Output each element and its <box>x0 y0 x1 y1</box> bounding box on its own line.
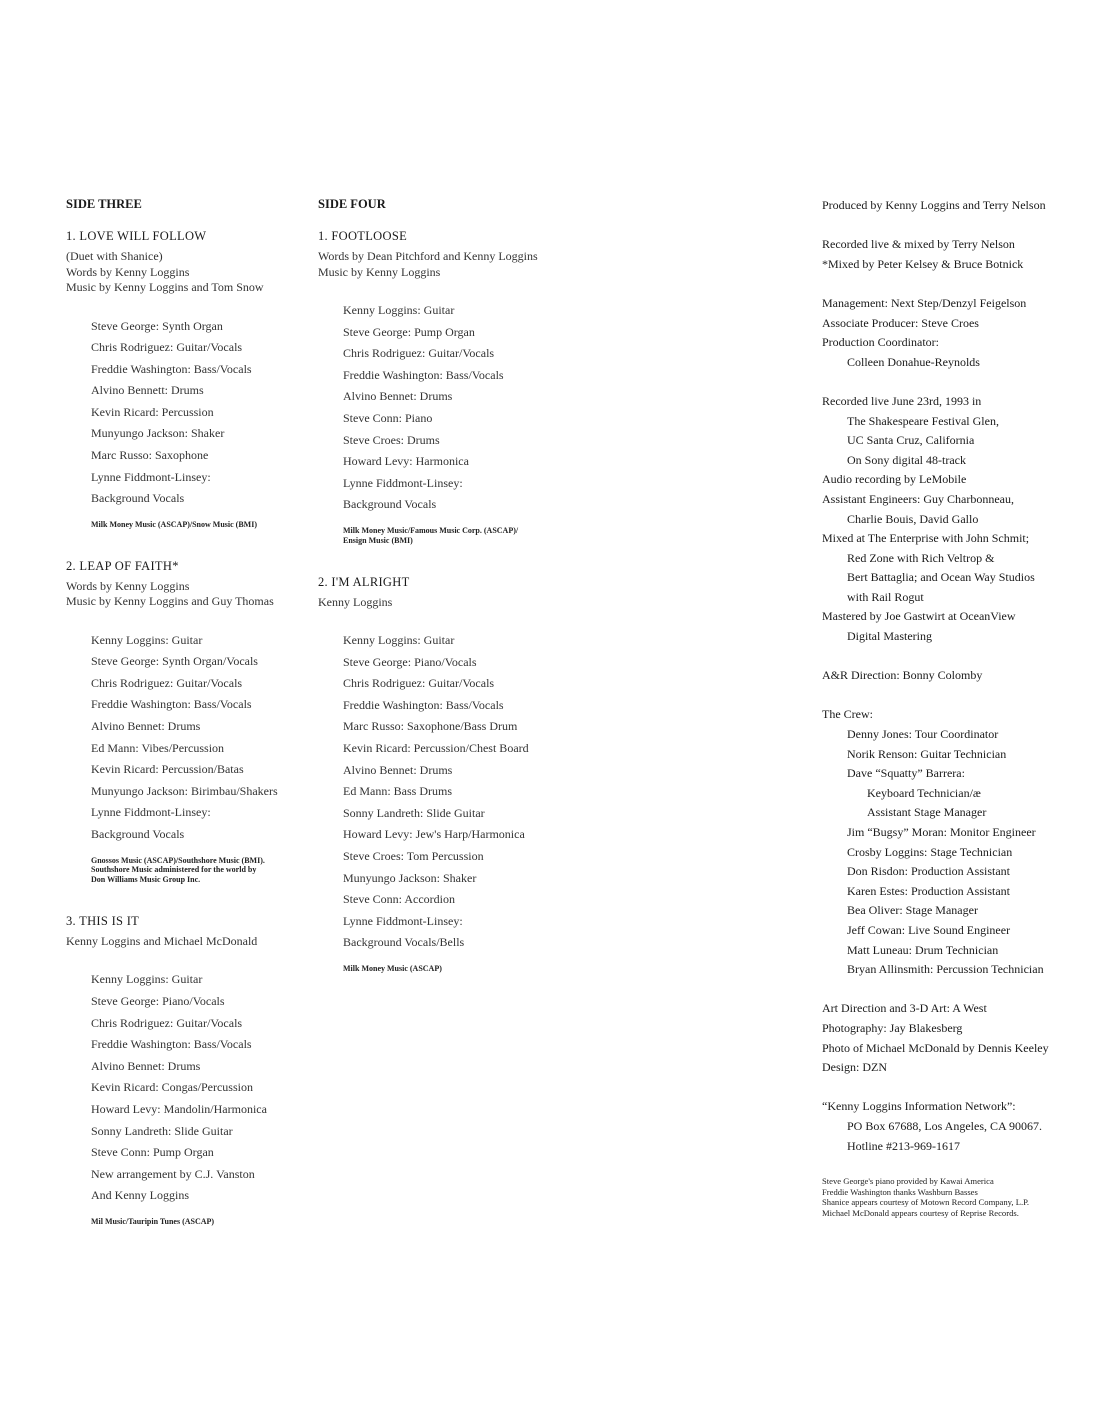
musician-credit: Marc Russo: Saxophone <box>91 448 209 463</box>
side-four-column <box>318 196 578 1002</box>
musician-credit: Kevin Ricard: Percussion/Batas <box>91 762 244 777</box>
production-credit-line: Audio recording by LeMobile <box>822 472 967 487</box>
musician-credit: Munyungo Jackson: Shaker <box>343 870 477 885</box>
song-title: 2. I'M ALRIGHT <box>318 574 410 589</box>
musician-credit: Steve Conn: Pump Organ <box>91 1145 214 1160</box>
production-credits <box>822 196 1092 1156</box>
credit-line: Music by Kenny Loggins and Tom Snow <box>66 280 264 294</box>
musician-list <box>91 969 306 1207</box>
production-credit-line: “Kenny Loggins Information Network”: <box>822 1099 1016 1114</box>
production-credit-line: Associate Producer: Steve Croes <box>822 315 979 330</box>
credit-line: Words by Dean Pitchford and Kenny Loggins <box>318 249 538 263</box>
musician-credit: Steve George: Piano/Vocals <box>343 654 477 669</box>
production-credit-line: Don Risdon: Production Assistant <box>847 864 1011 879</box>
musician-credit: Alvino Bennet: Drums <box>343 762 453 777</box>
publishing-line: Milk Money Music (ASCAP) <box>343 963 442 973</box>
production-credit-line: Management: Next Step/Denzyl Feigelson <box>822 295 1027 310</box>
musician-credit: Steve George: Synth Organ/Vocals <box>91 654 258 669</box>
footnote-line: Shanice appears courtesy of Motown Record Company, L.P. <box>822 1197 1030 1208</box>
musician-credit: Kenny Loggins: Guitar <box>343 303 455 317</box>
musician-credit: Background Vocals <box>343 497 437 512</box>
musician-credit: Ed Mann: Bass Drums <box>343 784 452 799</box>
musician-credit: Freddie Washington: Bass/Vocals <box>91 361 252 376</box>
production-credit-line: Keyboard Technician/æ <box>867 785 981 800</box>
musician-credit: Alvino Bennett: Drums <box>91 383 204 398</box>
musician-credit: Background Vocals/Bells <box>343 935 465 950</box>
song-block <box>66 228 306 530</box>
publishing-line: Milk Money Music (ASCAP)/Snow Music (BMI) <box>91 519 257 529</box>
musician-credit: Background Vocals <box>91 826 185 841</box>
production-credit-line: Colleen Donahue-Reynolds <box>847 354 980 369</box>
production-credit-line: On Sony digital 48-track <box>847 452 966 467</box>
musician-credit: Chris Rodriguez: Guitar/Vocals <box>343 346 495 361</box>
musician-credit: Steve Croes: Tom Percussion <box>343 848 484 863</box>
musician-credit: Howard Levy: Mandolin/Harmonica <box>91 1102 267 1117</box>
musician-credit: Chris Rodriguez: Guitar/Vocals <box>343 676 495 691</box>
production-credit-line: Charlie Bouis, David Gallo <box>847 511 979 526</box>
song-block <box>318 228 578 546</box>
musician-credit: Lynne Fiddmont-Linsey: <box>343 475 463 490</box>
side-three-heading: SIDE THREE <box>66 197 142 211</box>
footnote-line: Steve George's piano provided by Kawai America <box>822 1176 994 1187</box>
publishing-credit <box>343 526 578 546</box>
production-credit-line: UC Santa Cruz, California <box>847 433 975 448</box>
songwriter-credits <box>66 579 306 610</box>
musician-credit: Howard Levy: Harmonica <box>343 454 469 469</box>
production-credit-line: PO Box 67688, Los Angeles, CA 90067. <box>847 1118 1043 1133</box>
production-credit-line: Mixed at The Enterprise with John Schmit; <box>822 531 1030 546</box>
production-credit-line: Assistant Stage Manager <box>867 805 987 820</box>
musician-credit: Sonny Landreth: Slide Guitar <box>343 805 485 820</box>
production-credit-line: Production Coordinator: <box>822 335 939 350</box>
production-credit-line: Bea Oliver: Stage Manager <box>847 903 978 918</box>
song-title: 1. FOOTLOOSE <box>318 229 408 243</box>
side-three-column <box>66 196 306 1255</box>
production-credit-line: Hotline #213-969-1617 <box>847 1138 960 1153</box>
musician-credit: Freddie Washington: Bass/Vocals <box>343 697 504 712</box>
musician-list <box>91 630 306 846</box>
production-credit-line: Matt Luneau: Drum Technician <box>847 942 999 957</box>
songwriter-credits <box>66 249 306 296</box>
publishing-credit <box>91 520 306 530</box>
musician-credit: Lynne Fiddmont-Linsey: <box>91 469 211 484</box>
production-credit-line: *Mixed by Peter Kelsey & Bruce Botnick <box>822 256 1024 271</box>
musician-credit: Freddie Washington: Bass/Vocals <box>343 367 504 382</box>
publishing-line: Mil Music/Tauripin Tunes (ASCAP) <box>91 1217 215 1226</box>
production-credit-line: Jeff Cowan: Live Sound Engineer <box>847 922 1011 937</box>
side-four-heading: SIDE FOUR <box>318 197 386 211</box>
musician-credit: Chris Rodriguez: Guitar/Vocals <box>91 340 243 355</box>
production-credit-line: Crosby Loggins: Stage Technician <box>847 844 1013 859</box>
musician-credit: Chris Rodriguez: Guitar/Vocals <box>91 1015 243 1030</box>
credit-line: Words by Kenny Loggins <box>66 264 190 279</box>
production-credit-line: Photo of Michael McDonald by Dennis Keeley <box>822 1040 1049 1055</box>
song-block <box>66 558 306 885</box>
production-credit-line: Produced by Kenny Loggins and Terry Nelson <box>822 198 1046 212</box>
production-credit-line: Art Direction and 3-D Art: A West <box>822 1001 987 1016</box>
song-title: 2. LEAP OF FAITH* <box>66 558 179 573</box>
production-credit-line: Dave “Squatty” Barrera: <box>847 766 965 781</box>
publishing-line: Don Williams Music Group Inc. <box>91 875 201 885</box>
musician-credit: Kenny Loggins: Guitar <box>343 633 455 648</box>
musician-credit: Steve George: Piano/Vocals <box>91 994 225 1009</box>
production-credit-line: Recorded live & mixed by Terry Nelson <box>822 237 1015 252</box>
credit-line: Kenny Loggins <box>318 594 393 609</box>
production-credit-line: A&R Direction: Bonny Colomby <box>822 668 983 683</box>
production-credit-line: Mastered by Joe Gastwirt at OceanView <box>822 609 1016 624</box>
production-credit-line: Karen Estes: Production Assistant <box>847 883 1010 898</box>
musician-credit: Alvino Bennet: Drums <box>91 719 201 734</box>
musician-credit: Steve Croes: Drums <box>343 432 440 447</box>
production-credit-line: Digital Mastering <box>847 629 932 644</box>
musician-credit: Kevin Ricard: Percussion/Chest Board <box>343 741 529 755</box>
songwriter-credits <box>66 934 306 950</box>
musician-credit: Marc Russo: Saxophone/Bass Drum <box>343 719 518 734</box>
musician-credit: Freddie Washington: Bass/Vocals <box>91 697 252 712</box>
side-four-songs <box>318 228 578 974</box>
production-credit-line: Bert Battaglia; and Ocean Way Studios <box>847 570 1035 585</box>
production-credit-line: Assistant Engineers: Guy Charbonneau, <box>822 491 1014 506</box>
musician-credit: Munyungo Jackson: Birimbau/Shakers <box>91 783 278 798</box>
songwriter-credits <box>318 249 578 280</box>
production-credit-line: Design: DZN <box>822 1060 887 1075</box>
musician-credit: Kevin Ricard: Percussion <box>91 404 214 419</box>
production-credit-line: Recorded live June 23rd, 1993 in <box>822 393 982 408</box>
footnote-line: Freddie Washington thanks Washburn Basses <box>822 1186 978 1197</box>
musician-list <box>343 630 578 954</box>
publishing-line: Gnossos Music (ASCAP)/Southshore Music (BMI). <box>91 855 265 865</box>
production-credits-column <box>822 196 1092 1218</box>
musician-credit: And Kenny Loggins <box>91 1188 189 1203</box>
publishing-credit <box>91 856 306 885</box>
production-credit-line: with Rail Rogut <box>847 589 924 604</box>
publishing-line: Ensign Music (BMI) <box>343 535 413 545</box>
musician-credit: Steve George: Pump Organ <box>343 324 475 339</box>
production-credit-line: Denny Jones: Tour Coordinator <box>847 727 999 742</box>
credit-line: Music by Kenny Loggins and Guy Thomas <box>66 594 274 609</box>
musician-credit: Kenny Loggins: Guitar <box>91 632 203 647</box>
musician-credit: Steve Conn: Accordion <box>343 892 455 907</box>
song-block <box>318 574 578 974</box>
production-credit-line: Red Zone with Rich Veltrop & <box>847 550 995 565</box>
credit-line: Kenny Loggins and Michael McDonald <box>66 933 258 948</box>
publishing-credit <box>91 1217 306 1227</box>
musician-credit: Kevin Ricard: Congas/Percussion <box>91 1080 253 1095</box>
musician-credit: Alvino Bennet: Drums <box>343 389 453 404</box>
musician-list <box>91 316 306 510</box>
musician-credit: Chris Rodriguez: Guitar/Vocals <box>91 675 243 690</box>
side-three-songs <box>66 228 306 1227</box>
song-title: 3. THIS IS IT <box>66 913 140 928</box>
musician-credit: Ed Mann: Vibes/Percussion <box>91 740 225 755</box>
musician-credit: Freddie Washington: Bass/Vocals <box>91 1037 252 1052</box>
musician-credit: Steve Conn: Piano <box>343 410 433 425</box>
footnotes <box>822 1176 1092 1218</box>
musician-credit: Kenny Loggins: Guitar <box>91 972 203 987</box>
musician-credit: Howard Levy: Jew's Harp/Harmonica <box>343 827 525 842</box>
publishing-credit <box>343 964 578 974</box>
musician-credit: New arrangement by C.J. Vanston <box>91 1166 255 1181</box>
production-credit-line: Photography: Jay Blakesberg <box>822 1020 963 1035</box>
musician-credit: Sonny Landreth: Slide Guitar <box>91 1123 233 1138</box>
musician-credit: Alvino Bennet: Drums <box>91 1058 201 1073</box>
production-credit-line: The Crew: <box>822 707 873 722</box>
production-credit-line: The Shakespeare Festival Glen, <box>847 413 999 428</box>
musician-credit: Lynne Fiddmont-Linsey: <box>343 913 463 928</box>
songwriter-credits <box>318 595 578 611</box>
song-title: 1. LOVE WILL FOLLOW <box>66 229 207 243</box>
credit-line: (Duet with Shanice) <box>66 249 163 263</box>
musician-credit: Background Vocals <box>91 491 185 506</box>
musician-credit: Steve George: Synth Organ <box>91 318 223 333</box>
publishing-line: Southshore Music administered for the world by <box>91 865 257 875</box>
musician-credit: Lynne Fiddmont-Linsey: <box>91 805 211 820</box>
credit-line: Music by Kenny Loggins <box>318 264 441 279</box>
production-credit-line: Bryan Allinsmith: Percussion Technician <box>847 962 1044 977</box>
production-credit-line: Norik Renson: Guitar Technician <box>847 746 1007 761</box>
publishing-line: Milk Money Music/Famous Music Corp. (ASCAP)/ <box>343 525 519 535</box>
musician-list <box>343 300 578 516</box>
song-block <box>66 913 306 1227</box>
footnote-line: Michael McDonald appears courtesy of Reprise Records. <box>822 1207 1019 1218</box>
musician-credit: Munyungo Jackson: Shaker <box>91 426 225 441</box>
credit-line: Words by Kenny Loggins <box>66 578 190 593</box>
production-credit-line: Jim “Bugsy” Moran: Monitor Engineer <box>847 825 1036 839</box>
